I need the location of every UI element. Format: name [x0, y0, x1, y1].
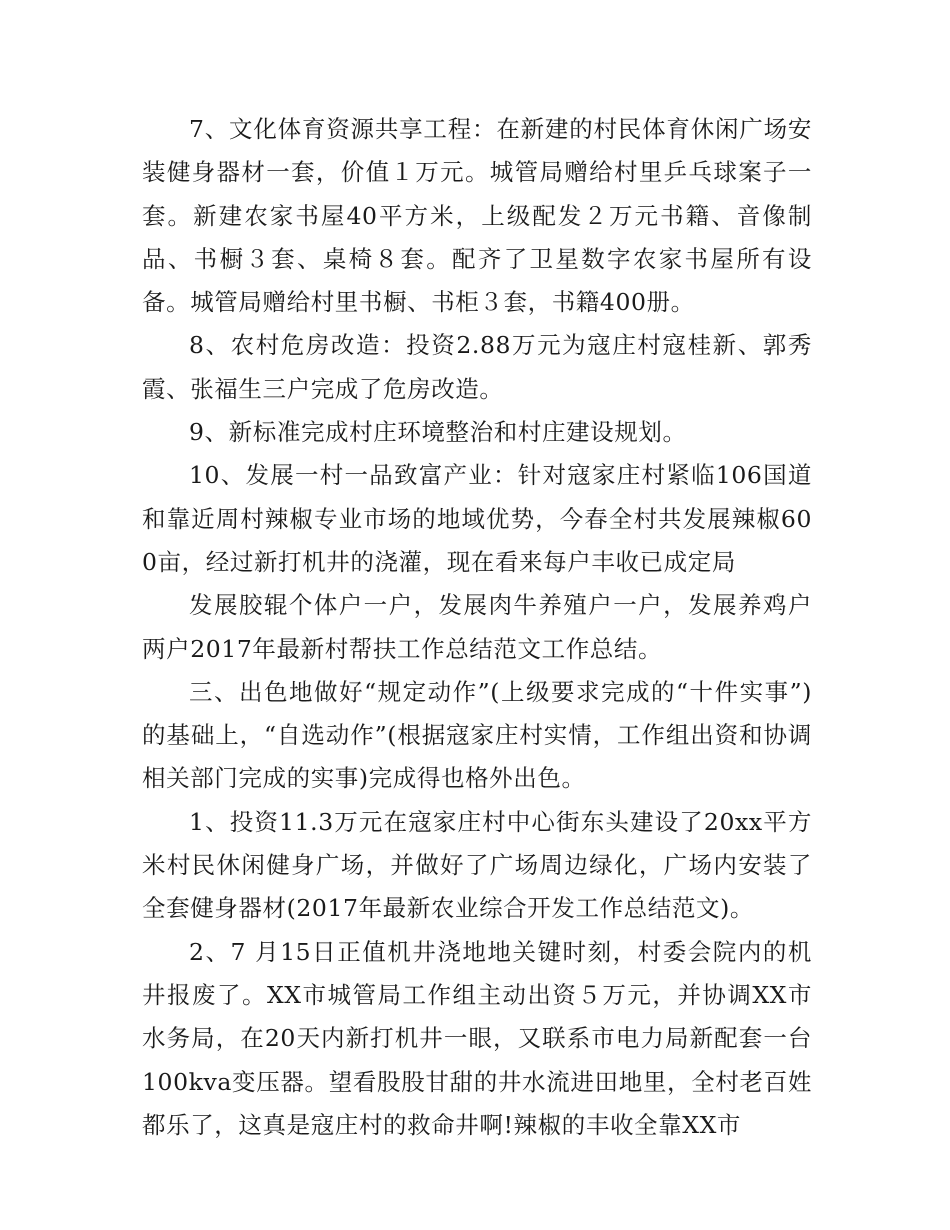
paragraph-10-industry: 10、发展一村一品致富产业：针对寇家庄村紧临106国道和靠近周村辣椒专业市场的地域优势，今春全村共发展辣椒600亩，经过新打机井的浇灌，现在看来每户丰收已成定局 — [142, 461, 812, 576]
paragraph-1-plaza-investment: 1、投资11.3万元在寇家庄村中心街东头建设了20xx平方米村民休闲健身广场，并做好了广场周边绿化，广场内安装了全套健身器材(2017年最新农业综合开发工作总结范文)。 — [142, 807, 812, 923]
document-body — [142, 108, 812, 1147]
paragraph-household-development: 发展胶辊个体户一户，发展肉牛养殖户一户，发展养鸡户两户2017年最新村帮扶工作总结范文工作总结。 — [142, 591, 812, 663]
paragraph-9-environment-planning: 9、新标准完成村庄环境整治和村庄建设规划。 — [189, 418, 687, 447]
paragraph-section-3: 三、出色地做好“规定动作”(上级要求完成的“十件实事”)的基础上，“自选动作”(根据寇家庄村实情，工作组出资和协调相关部门完成的实事)完成得也格外出色。 — [142, 677, 812, 793]
paragraph-2-well-drilling: 2、7 月15日正值机井浇地地关键时刻，村委会院内的机井报废了。XX市城管局工作组主动出资５万元，并协调XX市水务局，在20天内新打机井一眼，又联系市电力局新配套一台100kva变压器。望看股股甘甜的井水流进田地里，全村老百姓都乐了，这真是寇庄村的救命井啊!辣椒的丰收全靠XX市 — [142, 937, 812, 1139]
paragraph-7-culture-sports: 7、文化体育资源共享工程：在新建的村民体育休闲广场安装健身器材一套，价值１万元。城管局赠给村里乒乓球案子一套。新建农家书屋40平方米，上级配发２万元书籍、音像制品、书橱３套、桌椅８套。配齐了卫星数字农家书屋所有设备。城管局赠给村里书橱、书柜３套，书籍400册。 — [142, 115, 812, 317]
paragraph-8-housing-renovation: 8、农村危房改造：投资2.88万元为寇庄村寇桂新、郭秀霞、张福生三户完成了危房改造。 — [142, 331, 812, 403]
